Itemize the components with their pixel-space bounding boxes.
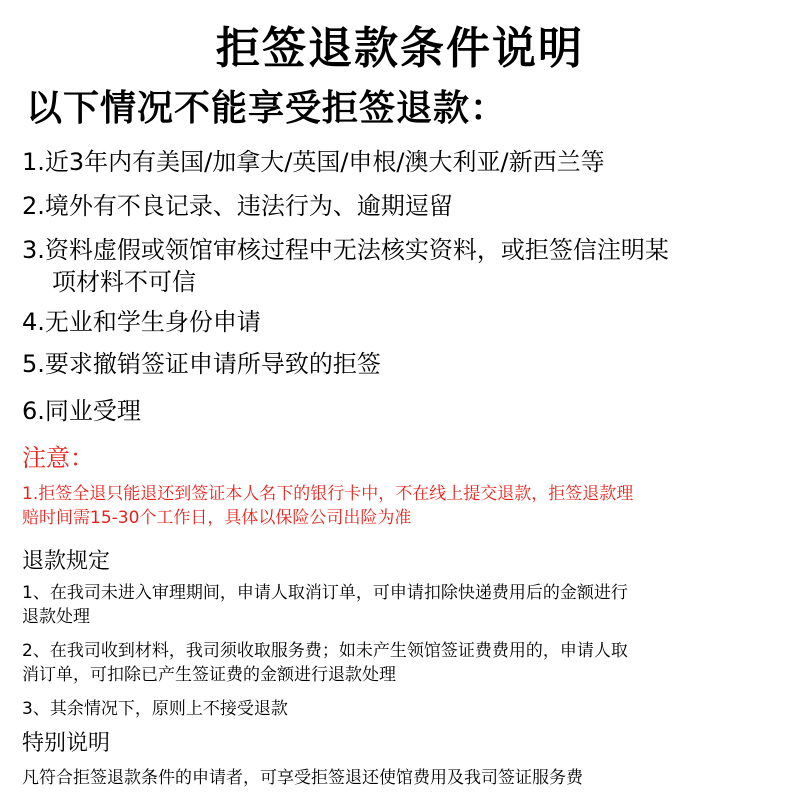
notice-title: 注意：: [22, 444, 94, 472]
refund-rule-3: 3、其余情况下，原则上不接受退款: [22, 699, 288, 719]
condition-item-6: 6.同业受理: [22, 397, 141, 425]
condition-item-1: 1.近3年内有美国/加拿大/英国/申根/澳大利亚/新西兰等: [22, 148, 605, 176]
notice-text-line-1: 1.拒签全退只能退还到签证本人名下的银行卡中，不在线上提交退款，拒签退款理: [22, 484, 634, 504]
condition-item-2: 2.境外有不良记录、违法行为、逾期逗留: [22, 192, 453, 220]
notice-text-line-2: 赔时间需15-30个工作日，具体以保险公司出险为准: [22, 508, 412, 528]
special-note-text: 凡符合拒签退款条件的申请者，可享受拒签退还使馆费用及我司签证服务费: [22, 768, 583, 788]
condition-item-3-continued: 项材料不可信: [52, 268, 196, 296]
condition-item-5: 5.要求撤销签证申请所导致的拒签: [22, 350, 381, 378]
refund-rules-title: 退款规定: [22, 549, 111, 574]
refund-rule-2: 2、在我司收到材料，我司须收取服务费；如未产生领馆签证费费用的，申请人取: [22, 641, 628, 661]
special-note-title: 特别说明: [22, 731, 111, 756]
refund-rule-1: 1、在我司未进入审理期间，申请人取消订单，可申请扣除快递费用后的金额进行: [22, 583, 628, 603]
page-subtitle: 以下情况不能享受拒签退款：: [26, 88, 508, 129]
condition-item-4: 4.无业和学生身份申请: [22, 308, 261, 336]
condition-item-3: 3.资料虚假或领馆审核过程中无法核实资料，或拒签信注明某: [22, 236, 669, 264]
refund-rule-2-continued: 消订单，可扣除已产生签证费的金额进行退款处理: [22, 665, 396, 685]
page-title: 拒签退款条件说明: [216, 23, 584, 74]
refund-rule-1-continued: 退款处理: [22, 607, 90, 627]
